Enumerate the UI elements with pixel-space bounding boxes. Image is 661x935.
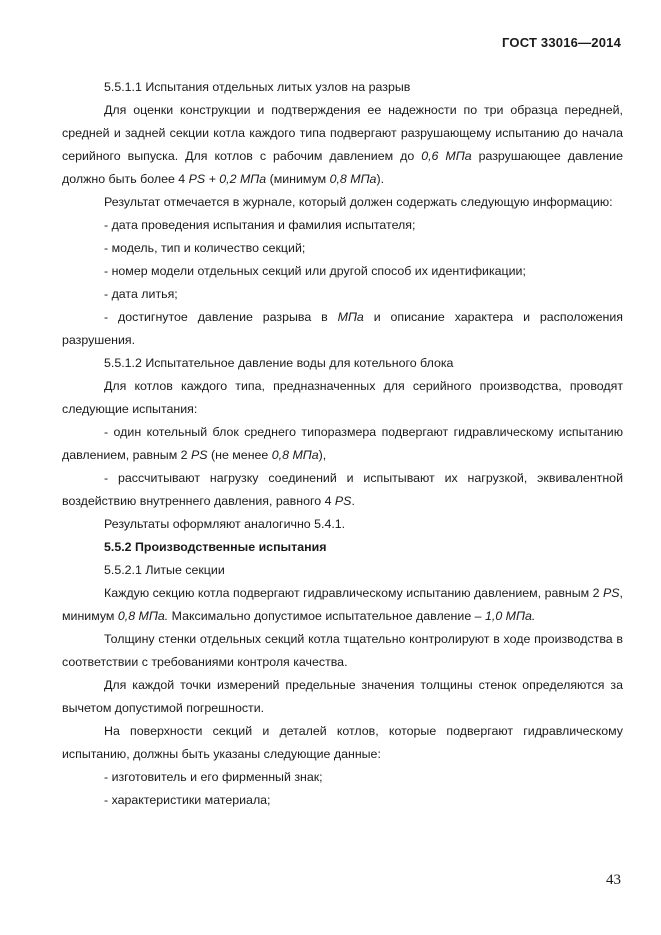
- paragraph-wall-thickness: Толщину стенки отдельных секций котла тщательно контролируют в ходе производства в соответствии с требованиями контроля качества.: [62, 632, 623, 669]
- clause-5-5-2-1-title: 5.5.2.1 Литые секции: [104, 563, 225, 577]
- document-body: [62, 76, 623, 812]
- list-item: - дата проведения испытания и фамилия испытателя;: [104, 218, 416, 232]
- list-item: - один котельный блок среднего типоразмера подвергают гидравлическому испытанию давлением, равным 2 PS (не менее 0,8 МПа),: [62, 425, 623, 462]
- list-item: - изготовитель и его фирменный знак;: [104, 770, 323, 784]
- paragraph-log-record: Результат отмечается в журнале, который должен содержать следующую информацию:: [104, 195, 613, 209]
- paragraph-results: Результаты оформляют аналогично 5.4.1.: [104, 517, 346, 531]
- list-item: - номер модели отдельных секций или другой способ их идентификации;: [104, 264, 526, 278]
- paragraph-section-test: Каждую секцию котла подвергают гидравлическому испытанию давлением, равным 2 PS, минимум 0,8 МПа. Максимально допустимое испытательное давление – 1,0 МПа.: [62, 586, 623, 623]
- page-number: 43: [606, 872, 621, 888]
- section-5-5-2-heading: 5.5.2 Производственные испытания: [104, 540, 327, 554]
- paragraph-limit-values: Для каждой точки измерений предельные значения толщины стенок определяются за вычетом допустимой погрешности.: [62, 678, 623, 715]
- list-item: - дата литья;: [104, 287, 178, 301]
- list-item: - модель, тип и количество секций;: [104, 241, 306, 255]
- list-item: - достигнутое давление разрыва в МПа и описание характера и расположения разрушения.: [62, 310, 623, 347]
- paragraph-serial-tests: Для котлов каждого типа, предназначенных для серийного производства, проводят следующие испытания:: [62, 379, 623, 416]
- list-item: - рассчитывают нагрузку соединений и испытывают их нагрузкой, эквивалентной воздействию внутреннего давления, равного 4 PS.: [62, 471, 623, 508]
- paragraph-marking: На поверхности секций и деталей котлов, которые подвергают гидравлическому испытанию, должны быть указаны следующие данные:: [62, 724, 623, 761]
- list-item: - характеристики материала;: [104, 793, 271, 807]
- clause-5-5-1-1-title: 5.5.1.1 Испытания отдельных литых узлов на разрыв: [104, 80, 411, 94]
- clause-5-5-1-2-title: 5.5.1.2 Испытательное давление воды для котельного блока: [104, 356, 454, 370]
- paragraph-design-evaluation: Для оценки конструкции и подтверждения ее надежности по три образца передней, средней и задней секции котла каждого типа подвергают разрушающему испытанию до начала серийного выпуска. Для котлов с рабочим давлением до 0,6 МПа разрушающее давление должно быть более 4 PS + 0,2 МПа (минимум 0,8 МПа).: [62, 103, 623, 186]
- standard-code: ГОСТ 33016—2014: [502, 35, 621, 50]
